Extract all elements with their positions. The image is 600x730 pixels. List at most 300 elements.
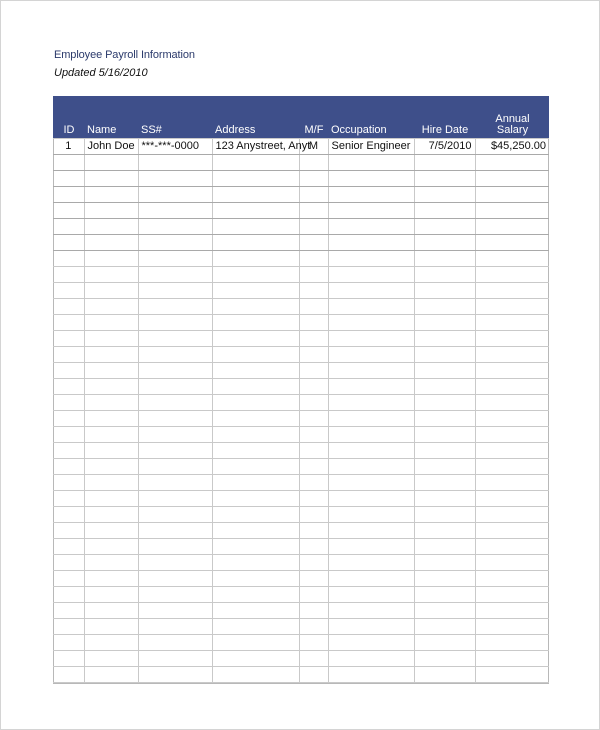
cell-salary-empty[interactable] [475, 635, 549, 651]
cell-mf-empty[interactable] [299, 155, 328, 171]
cell-hire-date-empty[interactable] [414, 539, 475, 555]
cell-name-empty[interactable] [84, 379, 138, 395]
cell-address-empty[interactable] [212, 315, 299, 331]
table-row-empty [53, 395, 549, 411]
cell-address-empty[interactable] [212, 635, 299, 651]
cell-ssn-empty[interactable] [138, 459, 212, 475]
cell-address-empty[interactable] [212, 603, 299, 619]
cell-hire-date-empty[interactable] [414, 443, 475, 459]
cell-name-empty[interactable] [84, 411, 138, 427]
cell-hire-date-empty[interactable] [414, 331, 475, 347]
cell-ssn-empty[interactable] [138, 283, 212, 299]
cell-address-empty[interactable] [212, 491, 299, 507]
cell-address-empty[interactable] [212, 651, 299, 667]
cell-address-empty[interactable] [212, 587, 299, 603]
document-title: Employee Payroll Information [54, 49, 195, 61]
cell-ssn-empty[interactable] [138, 603, 212, 619]
cell-id-empty[interactable] [53, 299, 84, 315]
cell-ssn-empty[interactable] [138, 171, 212, 187]
cell-name-empty[interactable] [84, 555, 138, 571]
cell-mf-empty[interactable] [299, 523, 328, 539]
cell-name-empty[interactable] [84, 283, 138, 299]
cell-occupation-empty[interactable] [328, 587, 414, 603]
table-row [53, 139, 549, 155]
cell-occupation-empty[interactable] [328, 155, 414, 171]
cell-id-empty[interactable] [53, 667, 84, 683]
cell-occupation-empty[interactable] [328, 635, 414, 651]
cell-mf-empty[interactable] [299, 427, 328, 443]
cell-ssn-empty[interactable] [138, 523, 212, 539]
table-row-empty [53, 379, 549, 395]
header-address: Address [212, 96, 299, 139]
cell-name-empty[interactable] [84, 267, 138, 283]
cell-salary-empty[interactable] [475, 603, 549, 619]
cell-occupation-empty[interactable] [328, 619, 414, 635]
cell-name-empty[interactable] [84, 539, 138, 555]
cell-mf-empty[interactable] [299, 651, 328, 667]
cell-id-empty[interactable] [53, 523, 84, 539]
cell-name-empty[interactable] [84, 155, 138, 171]
header-row [53, 96, 549, 139]
cell-hire-date-empty[interactable] [414, 347, 475, 363]
cell-id-empty[interactable] [53, 251, 84, 267]
cell-name-empty[interactable] [84, 491, 138, 507]
cell-address-empty[interactable] [212, 283, 299, 299]
cell-address-empty[interactable] [212, 571, 299, 587]
cell-salary-empty[interactable] [475, 235, 549, 251]
cell-occupation-empty[interactable] [328, 603, 414, 619]
cell-occupation-empty[interactable] [328, 651, 414, 667]
cell-ssn-empty[interactable] [138, 347, 212, 363]
cell-id[interactable]: 1 [53, 139, 84, 155]
cell-id-empty[interactable] [53, 475, 84, 491]
cell-mf-empty[interactable] [299, 379, 328, 395]
table-row-empty [53, 283, 549, 299]
cell-id-empty[interactable] [53, 603, 84, 619]
cell-ssn-empty[interactable] [138, 379, 212, 395]
cell-occupation-empty[interactable] [328, 667, 414, 683]
cell-occupation-empty[interactable] [328, 331, 414, 347]
cell-hire-date-empty[interactable] [414, 251, 475, 267]
cell-name-empty[interactable] [84, 187, 138, 203]
cell-hire-date-empty[interactable] [414, 459, 475, 475]
cell-name-empty[interactable] [84, 523, 138, 539]
cell-hire-date-empty[interactable] [414, 411, 475, 427]
cell-hire-date-empty[interactable] [414, 155, 475, 171]
cell-hire-date-empty[interactable] [414, 187, 475, 203]
cell-ssn-empty[interactable] [138, 155, 212, 171]
cell-address-empty[interactable] [212, 475, 299, 491]
cell-name-empty[interactable] [84, 619, 138, 635]
cell-salary-empty[interactable] [475, 251, 549, 267]
cell-address-empty[interactable] [212, 427, 299, 443]
cell-hire-date-empty[interactable] [414, 299, 475, 315]
cell-salary-empty[interactable] [475, 619, 549, 635]
table-row-empty [53, 459, 549, 475]
cell-ssn-empty[interactable] [138, 587, 212, 603]
cell-name-empty[interactable] [84, 651, 138, 667]
cell-id-empty[interactable] [53, 171, 84, 187]
cell-salary-empty[interactable] [475, 283, 549, 299]
cell-id-empty[interactable] [53, 459, 84, 475]
cell-id-empty[interactable] [53, 427, 84, 443]
cell-name-empty[interactable] [84, 635, 138, 651]
cell-mf-empty[interactable] [299, 363, 328, 379]
cell-occupation-empty[interactable] [328, 347, 414, 363]
cell-salary-empty[interactable] [475, 187, 549, 203]
cell-hire-date-empty[interactable] [414, 235, 475, 251]
cell-ssn-empty[interactable] [138, 363, 212, 379]
cell-address-empty[interactable] [212, 459, 299, 475]
cell-occupation-empty[interactable] [328, 283, 414, 299]
cell-hire-date-empty[interactable] [414, 555, 475, 571]
cell-name-empty[interactable] [84, 571, 138, 587]
payroll-table [53, 96, 549, 683]
cell-name-empty[interactable] [84, 347, 138, 363]
cell-salary-empty[interactable] [475, 395, 549, 411]
cell-name-empty[interactable] [84, 507, 138, 523]
cell-occupation-empty[interactable] [328, 187, 414, 203]
cell-occupation-empty[interactable] [328, 235, 414, 251]
cell-ssn-empty[interactable] [138, 235, 212, 251]
cell-hire-date-empty[interactable] [414, 283, 475, 299]
cell-salary-empty[interactable] [475, 523, 549, 539]
cell-mf-empty[interactable] [299, 187, 328, 203]
cell-name-empty[interactable] [84, 395, 138, 411]
cell-id-empty[interactable] [53, 395, 84, 411]
cell-name-empty[interactable] [84, 315, 138, 331]
cell-mf-empty[interactable] [299, 587, 328, 603]
cell-ssn-empty[interactable] [138, 267, 212, 283]
cell-hire-date-empty[interactable] [414, 491, 475, 507]
cell-address-empty[interactable] [212, 411, 299, 427]
cell-ssn-empty[interactable] [138, 507, 212, 523]
cell-mf-empty[interactable] [299, 347, 328, 363]
cell-address-empty[interactable] [212, 523, 299, 539]
cell-address-empty[interactable] [212, 155, 299, 171]
cell-occupation-empty[interactable] [328, 251, 414, 267]
cell-mf-empty[interactable] [299, 603, 328, 619]
cell-address-empty[interactable] [212, 347, 299, 363]
cell-id-empty[interactable] [53, 443, 84, 459]
cell-mf-empty[interactable] [299, 667, 328, 683]
cell-address-empty[interactable] [212, 395, 299, 411]
cell-occupation-empty[interactable] [328, 523, 414, 539]
cell-address-empty[interactable] [212, 667, 299, 683]
cell-address-empty[interactable] [212, 379, 299, 395]
cell-id-empty[interactable] [53, 555, 84, 571]
cell-ssn-empty[interactable] [138, 571, 212, 587]
cell-mf-empty[interactable] [299, 251, 328, 267]
header-hire-date: Hire Date [414, 96, 475, 139]
cell-ssn-empty[interactable] [138, 539, 212, 555]
cell-ssn-empty[interactable] [138, 475, 212, 491]
cell-salary-empty[interactable] [475, 571, 549, 587]
cell-salary-empty[interactable] [475, 507, 549, 523]
cell-name[interactable]: John Doe [84, 139, 138, 155]
cell-address-empty[interactable] [212, 299, 299, 315]
cell-name-empty[interactable] [84, 331, 138, 347]
table-row-empty [53, 539, 549, 555]
cell-id-empty[interactable] [53, 283, 84, 299]
table-row-empty [53, 667, 549, 683]
cell-mf-empty[interactable] [299, 203, 328, 219]
cell-address-empty[interactable] [212, 363, 299, 379]
cell-name-empty[interactable] [84, 299, 138, 315]
cell-ssn-empty[interactable] [138, 555, 212, 571]
cell-id-empty[interactable] [53, 315, 84, 331]
cell-address-empty[interactable] [212, 555, 299, 571]
cell-ssn[interactable]: ***-***-0000 [138, 139, 212, 155]
cell-salary-empty[interactable] [475, 539, 549, 555]
cell-address-empty[interactable] [212, 507, 299, 523]
cell-salary-empty[interactable] [475, 443, 549, 459]
cell-salary-empty[interactable] [475, 171, 549, 187]
cell-hire-date-empty[interactable] [414, 267, 475, 283]
cell-id-empty[interactable] [53, 619, 84, 635]
cell-mf-empty[interactable] [299, 331, 328, 347]
cell-hire-date-empty[interactable] [414, 315, 475, 331]
cell-name-empty[interactable] [84, 235, 138, 251]
cell-name-empty[interactable] [84, 363, 138, 379]
cell-id-empty[interactable] [53, 379, 84, 395]
cell-salary-empty[interactable] [475, 379, 549, 395]
cell-ssn-empty[interactable] [138, 427, 212, 443]
cell-ssn-empty[interactable] [138, 219, 212, 235]
table-row-empty [53, 187, 549, 203]
cell-name-empty[interactable] [84, 667, 138, 683]
cell-id-empty[interactable] [53, 539, 84, 555]
cell-occupation-empty[interactable] [328, 379, 414, 395]
cell-ssn-empty[interactable] [138, 187, 212, 203]
table-row-empty [53, 619, 549, 635]
payroll-sheet [53, 96, 549, 684]
cell-ssn-empty[interactable] [138, 411, 212, 427]
cell-hire-date[interactable]: 7/5/2010 [414, 139, 475, 155]
cell-id-empty[interactable] [53, 507, 84, 523]
cell-name-empty[interactable] [84, 459, 138, 475]
cell-address-empty[interactable] [212, 219, 299, 235]
cell-mf-empty[interactable] [299, 315, 328, 331]
cell-salary-empty[interactable] [475, 475, 549, 491]
cell-occupation-empty[interactable] [328, 427, 414, 443]
cell-salary-empty[interactable] [475, 491, 549, 507]
cell-ssn-empty[interactable] [138, 203, 212, 219]
cell-mf-empty[interactable] [299, 283, 328, 299]
cell-id-empty[interactable] [53, 219, 84, 235]
cell-salary-empty[interactable] [475, 587, 549, 603]
cell-salary-empty[interactable] [475, 155, 549, 171]
cell-occupation-empty[interactable] [328, 555, 414, 571]
table-row-empty [53, 603, 549, 619]
cell-id-empty[interactable] [53, 363, 84, 379]
cell-occupation-empty[interactable] [328, 411, 414, 427]
cell-mf-empty[interactable] [299, 507, 328, 523]
cell-mf-empty[interactable] [299, 299, 328, 315]
cell-name-empty[interactable] [84, 171, 138, 187]
cell-id-empty[interactable] [53, 187, 84, 203]
cell-hire-date-empty[interactable] [414, 603, 475, 619]
cell-address-empty[interactable] [212, 539, 299, 555]
header-mf: M/F [299, 96, 328, 139]
cell-salary-empty[interactable] [475, 411, 549, 427]
cell-hire-date-empty[interactable] [414, 203, 475, 219]
cell-id-empty[interactable] [53, 491, 84, 507]
cell-mf-empty[interactable] [299, 235, 328, 251]
cell-address-empty[interactable] [212, 203, 299, 219]
cell-occupation-empty[interactable] [328, 203, 414, 219]
cell-hire-date-empty[interactable] [414, 379, 475, 395]
cell-ssn-empty[interactable] [138, 315, 212, 331]
cell-occupation-empty[interactable] [328, 363, 414, 379]
cell-address[interactable]: 123 Anystreet, Anyt [212, 139, 299, 155]
cell-address-empty[interactable] [212, 251, 299, 267]
cell-occupation-empty[interactable] [328, 491, 414, 507]
cell-salary-empty[interactable] [475, 667, 549, 683]
table-row-empty [53, 251, 549, 267]
cell-ssn-empty[interactable] [138, 299, 212, 315]
cell-hire-date-empty[interactable] [414, 667, 475, 683]
cell-mf-empty[interactable] [299, 539, 328, 555]
cell-occupation-empty[interactable] [328, 267, 414, 283]
cell-id-empty[interactable] [53, 651, 84, 667]
cell-salary-empty[interactable] [475, 427, 549, 443]
cell-name-empty[interactable] [84, 603, 138, 619]
cell-hire-date-empty[interactable] [414, 587, 475, 603]
header-salary-line2: Salary [496, 124, 529, 136]
cell-ssn-empty[interactable] [138, 443, 212, 459]
cell-salary-empty[interactable] [475, 651, 549, 667]
cell-occupation-empty[interactable] [328, 475, 414, 491]
cell-ssn-empty[interactable] [138, 331, 212, 347]
cell-name-empty[interactable] [84, 443, 138, 459]
cell-address-empty[interactable] [212, 331, 299, 347]
cell-mf-empty[interactable] [299, 395, 328, 411]
cell-salary[interactable]: $45,250.00 [475, 139, 549, 155]
table-row-empty [53, 219, 549, 235]
table-row-empty [53, 203, 549, 219]
cell-occupation-empty[interactable] [328, 171, 414, 187]
cell-mf-empty[interactable] [299, 219, 328, 235]
cell-name-empty[interactable] [84, 587, 138, 603]
cell-address-empty[interactable] [212, 443, 299, 459]
cell-ssn-empty[interactable] [138, 395, 212, 411]
cell-occupation-empty[interactable] [328, 219, 414, 235]
cell-id-empty[interactable] [53, 235, 84, 251]
cell-id-empty[interactable] [53, 411, 84, 427]
cell-occupation-empty[interactable] [328, 395, 414, 411]
table-row-empty [53, 475, 549, 491]
cell-address-empty[interactable] [212, 267, 299, 283]
cell-address-empty[interactable] [212, 619, 299, 635]
cell-salary-empty[interactable] [475, 299, 549, 315]
cell-id-empty[interactable] [53, 203, 84, 219]
cell-name-empty[interactable] [84, 203, 138, 219]
cell-occupation-empty[interactable] [328, 299, 414, 315]
cell-mf-empty[interactable] [299, 619, 328, 635]
cell-id-empty[interactable] [53, 571, 84, 587]
cell-hire-date-empty[interactable] [414, 571, 475, 587]
cell-salary-empty[interactable] [475, 267, 549, 283]
cell-mf-empty[interactable] [299, 635, 328, 651]
cell-id-empty[interactable] [53, 347, 84, 363]
cell-hire-date-empty[interactable] [414, 619, 475, 635]
cell-occupation-empty[interactable] [328, 507, 414, 523]
cell-name-empty[interactable] [84, 475, 138, 491]
cell-id-empty[interactable] [53, 267, 84, 283]
cell-hire-date-empty[interactable] [414, 171, 475, 187]
cell-ssn-empty[interactable] [138, 651, 212, 667]
cell-occupation-empty[interactable] [328, 539, 414, 555]
cell-occupation-empty[interactable] [328, 315, 414, 331]
cell-salary-empty[interactable] [475, 203, 549, 219]
cell-salary-empty[interactable] [475, 331, 549, 347]
cell-salary-empty[interactable] [475, 459, 549, 475]
cell-mf[interactable]: M [299, 139, 328, 155]
cell-mf-empty[interactable] [299, 571, 328, 587]
cell-mf-empty[interactable] [299, 459, 328, 475]
cell-hire-date-empty[interactable] [414, 651, 475, 667]
cell-mf-empty[interactable] [299, 475, 328, 491]
cell-name-empty[interactable] [84, 427, 138, 443]
cell-salary-empty[interactable] [475, 347, 549, 363]
cell-occupation-empty[interactable] [328, 459, 414, 475]
cell-hire-date-empty[interactable] [414, 427, 475, 443]
cell-id-empty[interactable] [53, 587, 84, 603]
cell-salary-empty[interactable] [475, 315, 549, 331]
cell-id-empty[interactable] [53, 635, 84, 651]
cell-id-empty[interactable] [53, 331, 84, 347]
header-ssn: SS# [138, 96, 212, 139]
cell-mf-empty[interactable] [299, 555, 328, 571]
cell-occupation-empty[interactable] [328, 571, 414, 587]
cell-hire-date-empty[interactable] [414, 219, 475, 235]
header-annual-salary [475, 96, 549, 139]
cell-ssn-empty[interactable] [138, 635, 212, 651]
cell-ssn-empty[interactable] [138, 667, 212, 683]
header-occupation: Occupation [328, 96, 414, 139]
cell-occupation-empty[interactable] [328, 443, 414, 459]
cell-salary-empty[interactable] [475, 219, 549, 235]
cell-mf-empty[interactable] [299, 267, 328, 283]
cell-id-empty[interactable] [53, 155, 84, 171]
table-row-empty [53, 507, 549, 523]
cell-mf-empty[interactable] [299, 443, 328, 459]
cell-hire-date-empty[interactable] [414, 635, 475, 651]
cell-address-empty[interactable] [212, 187, 299, 203]
table-row-empty [53, 491, 549, 507]
cell-hire-date-empty[interactable] [414, 523, 475, 539]
cell-salary-empty[interactable] [475, 363, 549, 379]
cell-hire-date-empty[interactable] [414, 507, 475, 523]
cell-name-empty[interactable] [84, 251, 138, 267]
cell-address-empty[interactable] [212, 171, 299, 187]
cell-hire-date-empty[interactable] [414, 475, 475, 491]
cell-salary-empty[interactable] [475, 555, 549, 571]
cell-mf-empty[interactable] [299, 411, 328, 427]
cell-occupation[interactable]: Senior Engineer [328, 139, 414, 155]
cell-mf-empty[interactable] [299, 171, 328, 187]
table-row-empty [53, 411, 549, 427]
cell-address-empty[interactable] [212, 235, 299, 251]
cell-name-empty[interactable] [84, 219, 138, 235]
cell-hire-date-empty[interactable] [414, 363, 475, 379]
cell-ssn-empty[interactable] [138, 251, 212, 267]
cell-mf-empty[interactable] [299, 491, 328, 507]
cell-ssn-empty[interactable] [138, 619, 212, 635]
cell-hire-date-empty[interactable] [414, 395, 475, 411]
cell-ssn-empty[interactable] [138, 491, 212, 507]
